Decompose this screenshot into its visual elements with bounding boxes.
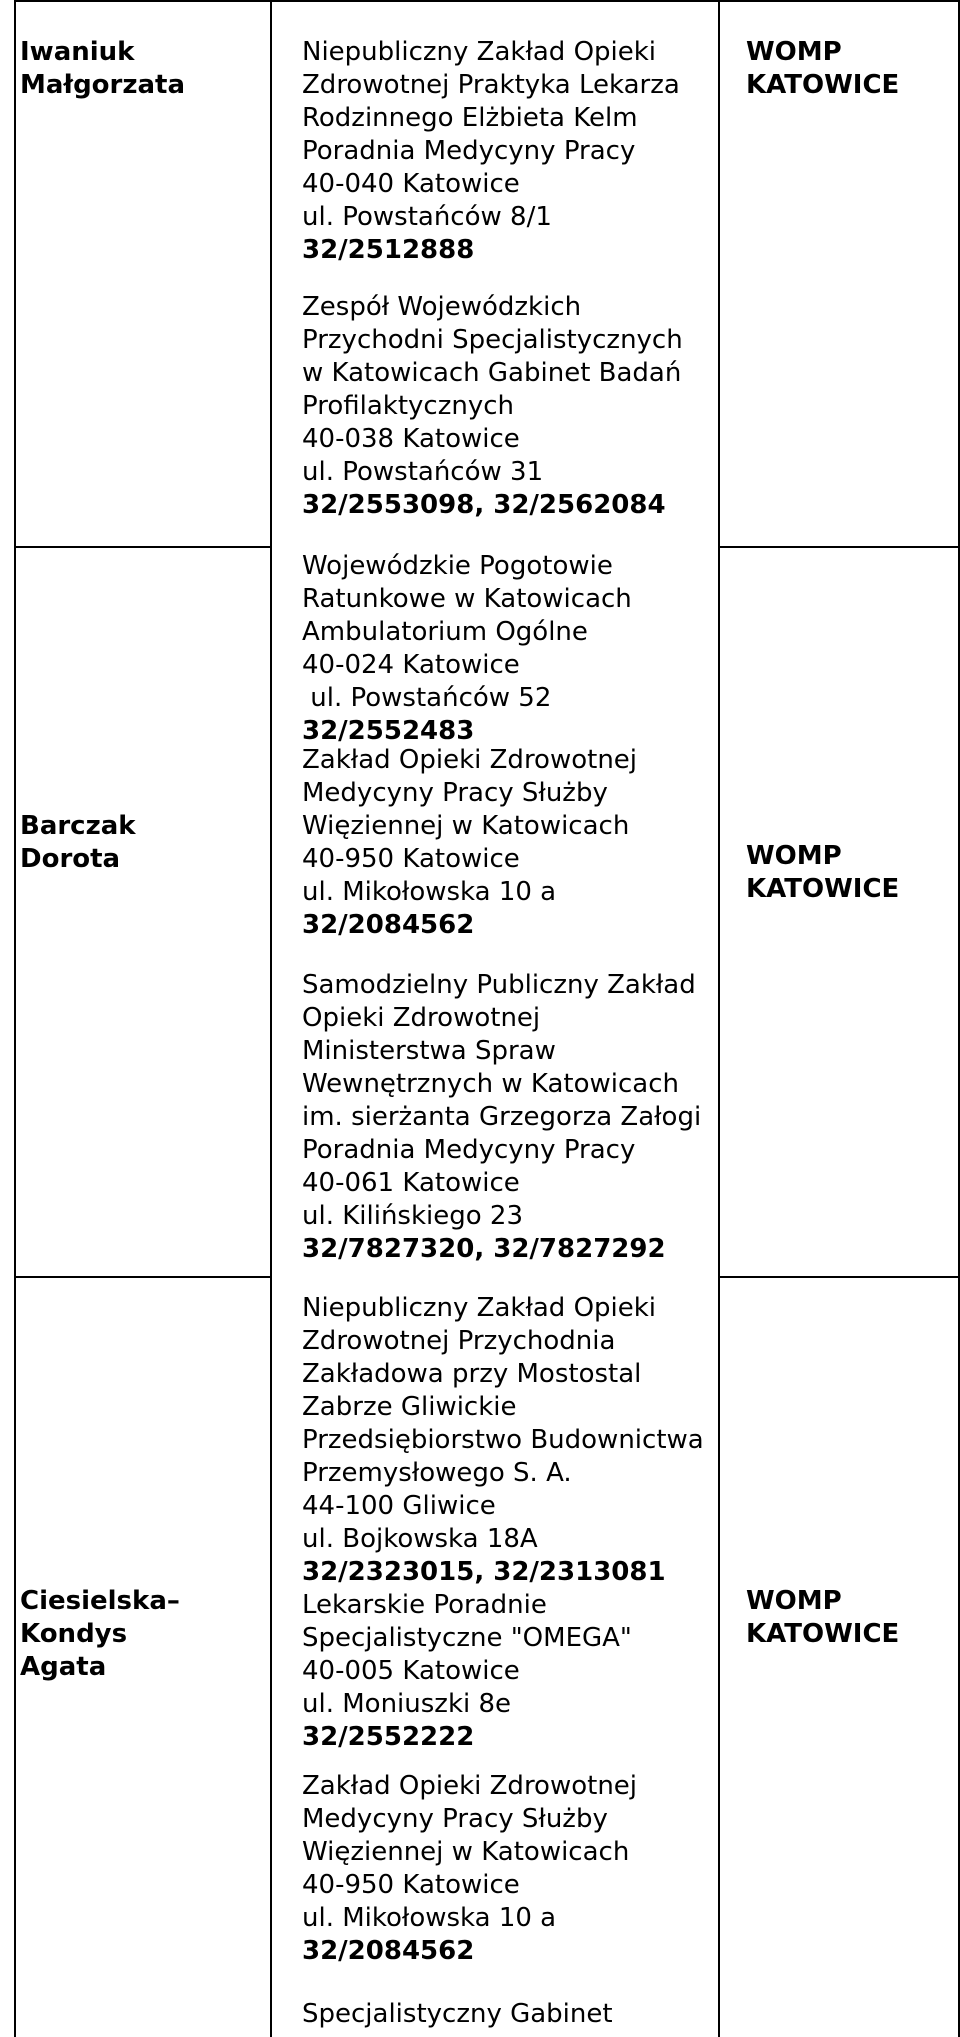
facility-entry: Samodzielny Publiczny Zakład Opieki Zdrowotnej Ministerstwa Spraw Wewnętrznych w Katowicach im. sierżanta Grzegorza Załogi Poradnia Medycyny Pracy 40-061 Katowice ul. Kilińskiego 23 32/7827320, 32/7827292 (302, 969, 732, 1266)
phone-number: 32/2084562 (302, 1936, 475, 1966)
doctor-name: Iwaniuk Małgorzata (20, 37, 186, 100)
phone-number: 32/2512888 (302, 235, 475, 265)
womp-row-divider-2 (718, 1276, 960, 1278)
table-border-top (14, 0, 960, 2)
facility-entry: Zespół Wojewódzkich Przychodni Specjalistycznych w Katowicach Gabinet Badań Profilaktycznych 40-038 Katowice ul. Powstańców 31 32/2553098, 32/2562084 (302, 291, 732, 522)
phone-number: 32/2323015, 32/2313081 (302, 1557, 666, 1587)
column-divider-1 (270, 0, 272, 2037)
facility-entry: Zakład Opieki Zdrowotnej Medycyny Pracy Służby Więziennej w Katowicach 40-950 Katowice ul. Mikołowska 10 a 32/2084562 (302, 744, 732, 942)
doctor-table (14, 0, 960, 2037)
facility-entry: Wojewódzkie Pogotowie Ratunkowe w Katowicach Ambulatorium Ogólne 40-024 Katowice ul. Powstańców 52 32/2552483 (302, 550, 732, 748)
name-row-divider-2 (14, 1276, 270, 1278)
womp-row-divider-1 (718, 546, 960, 548)
phone-number: 32/2552222 (302, 1722, 475, 1752)
doctor-name: Ciesielska– Kondys Agata (20, 1586, 180, 1682)
facility-entry: Specjalistyczny Gabinet (302, 1999, 613, 2029)
table-border-left (14, 0, 16, 2037)
womp-label: WOMP KATOWICE (746, 1586, 900, 1649)
doctor-name: Barczak Dorota (20, 811, 136, 874)
womp-label: WOMP KATOWICE (746, 37, 900, 100)
facility-entry: Niepubliczny Zakład Opieki Zdrowotnej Praktyka Lekarza Rodzinnego Elżbieta Kelm Poradnia Medycyny Pracy 40-040 Katowice ul. Powstańców 8/1 32/2512888 (302, 36, 732, 267)
phone-number: 32/2553098, 32/2562084 (302, 490, 666, 520)
phone-number: 32/7827320, 32/7827292 (302, 1234, 666, 1264)
facility-entry: Lekarskie Poradnie Specjalistyczne "OMEGA" 40-005 Katowice ul. Moniuszki 8e 32/2552222 (302, 1589, 732, 1754)
name-row-divider-1 (14, 546, 270, 548)
facility-entry: Zakład Opieki Zdrowotnej Medycyny Pracy Służby Więziennej w Katowicach 40-950 Katowice ul. Mikołowska 10 a 32/2084562 (302, 1770, 732, 1968)
womp-label: WOMP KATOWICE (746, 841, 900, 904)
phone-number: 32/2084562 (302, 910, 475, 940)
facility-entry: Niepubliczny Zakład Opieki Zdrowotnej Przychodnia Zakładowa przy Mostostal Zabrze Gliwickie Przedsiębiorstwo Budownictwa Przemysłowego S. A. 44-100 Gliwice ul. Bojkowska 18A 32/2323015, 32/2313081 (302, 1292, 732, 1589)
phone-number: 32/2552483 (302, 716, 475, 746)
